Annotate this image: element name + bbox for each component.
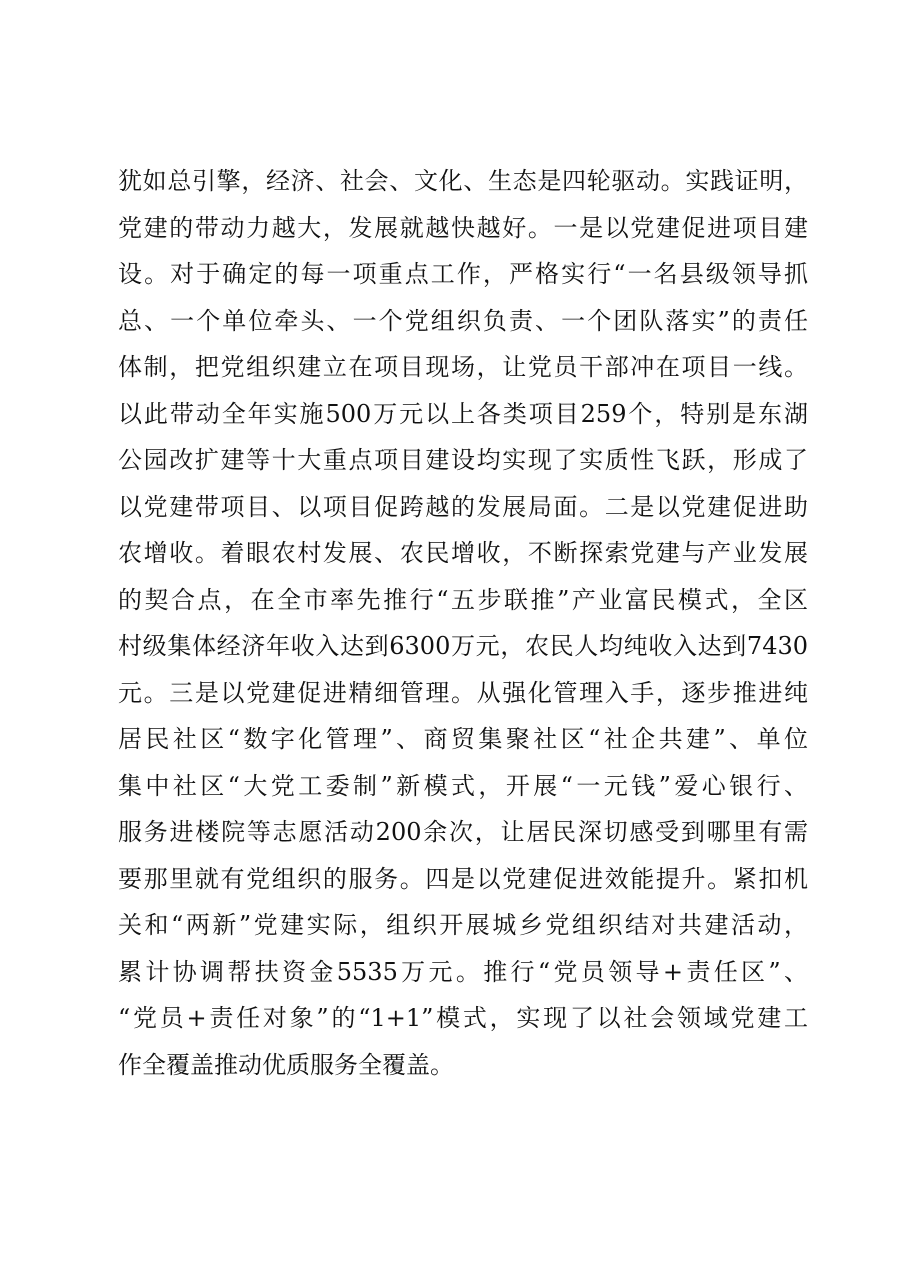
text-line: 累计协调帮扶资金5535万元。推行“党员领导+责任区”、	[118, 957, 808, 986]
text-line: 公园改扩建等十大重点项目建设均实现了实质性飞跃，形成了	[118, 446, 808, 474]
text-line: 作全覆盖推动优质服务全覆盖。	[118, 1050, 454, 1079]
text-line: 服务进楼院等志愿活动200余次，让居民深切感受到哪里有需	[118, 818, 808, 846]
text-line: 村级集体经济年收入达到6300万元，农民人均纯收入达到7430	[118, 632, 808, 660]
text-line: 集中社区“大党工委制”新模式，开展“一元钱”爱心银行、	[118, 771, 808, 800]
text-line: 农增收。着眼农村发展、农民增收，不断探索党建与产业发展	[118, 539, 808, 567]
text-line: 居民社区“数字化管理”、商贸集聚社区“社企共建”、单位	[118, 725, 808, 753]
body-paragraph	[118, 158, 808, 1088]
text-line: 的契合点，在全市率先推行“五步联推”产业富民模式，全区	[118, 585, 808, 614]
text-line: 犹如总引擎，经济、社会、文化、生态是四轮驱动。实践证明，	[118, 167, 808, 195]
text-line: 关和“两新”党建实际，组织开展城乡党组织结对共建活动，	[118, 911, 808, 939]
text-line: 以党建带项目、以项目促跨越的发展局面。二是以党建促进助	[118, 492, 808, 521]
text-line: “党员+责任对象”的“1+1”模式，实现了以社会领域党建工	[118, 1004, 808, 1032]
text-line: 体制，把党组织建立在项目现场，让党员干部冲在项目一线。	[118, 353, 808, 381]
text-line: 要那里就有党组织的服务。四是以党建促进效能提升。紧扣机	[118, 864, 808, 893]
text-line: 设。对于确定的每一项重点工作，严格实行“一名县级领导抓	[118, 260, 808, 288]
text-line: 元。三是以党建促进精细管理。从强化管理入手，逐步推进纯	[118, 678, 808, 707]
text-line: 总、一个单位牵头、一个党组织负责、一个团队落实”的责任	[118, 306, 808, 335]
text-line: 党建的带动力越大，发展就越快越好。一是以党建促进项目建	[118, 213, 808, 242]
text-line: 以此带动全年实施500万元以上各类项目259个，特别是东湖	[118, 399, 808, 428]
